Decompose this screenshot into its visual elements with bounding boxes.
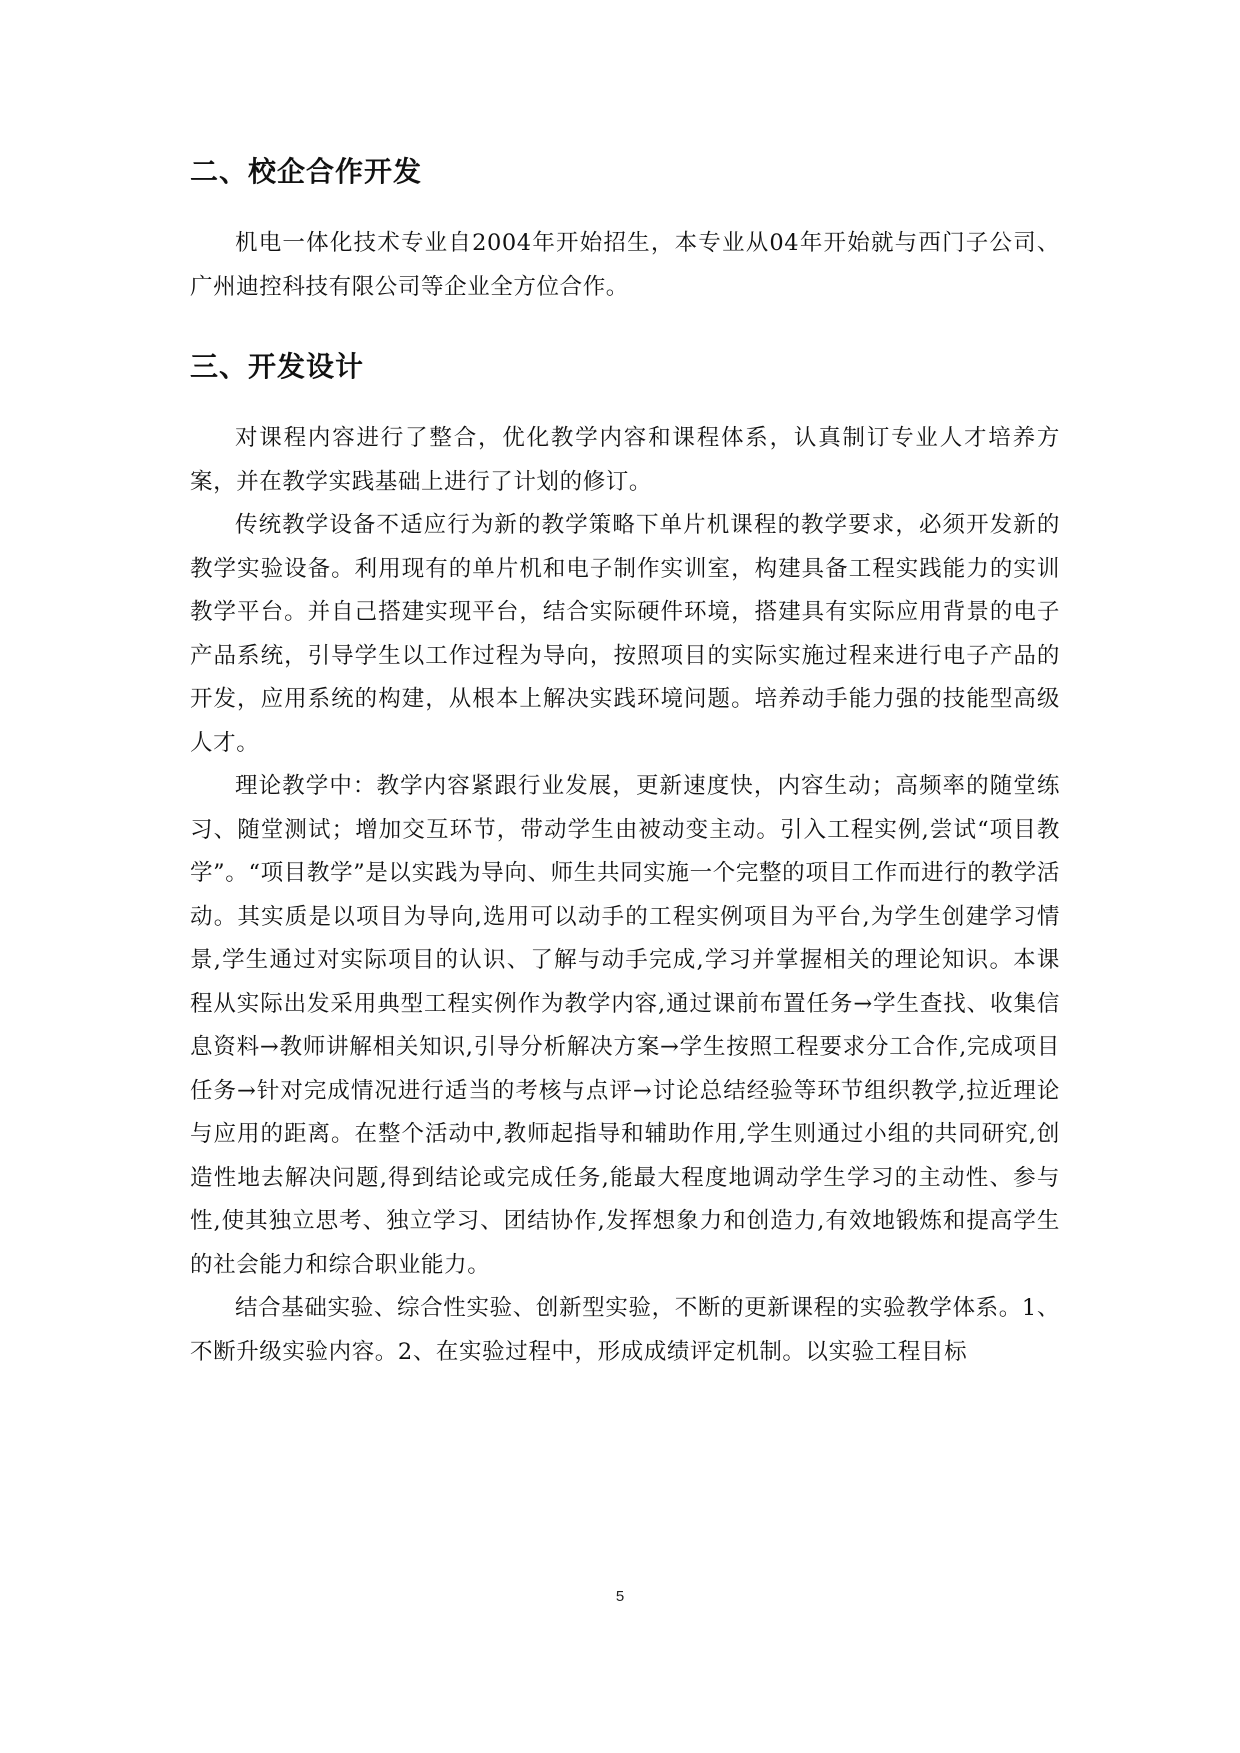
page-content bbox=[190, 150, 1060, 1374]
section-heading-design: 三、开发设计 bbox=[190, 350, 365, 383]
page-number: 5 bbox=[615, 1588, 625, 1605]
paragraph-design-2: 传统教学设备不适应行为新的教学策略下单片机课程的教学要求，必须开发新的教学实验设备。利用现有的单片机和电子制作实训室，构建具备工程实践能力的实训教学平台。并自己搭建实现平台，结合实际硬件环境，搭建具有实际应用背景的电子产品系统，引导学生以工作过程为导向，按照项目的实际实施过程来进行电子产品的开发，应用系统的构建，从根本上解决实践环境问题。培养动手能力强的技能型高级人才。 bbox=[190, 512, 1060, 756]
paragraph-design-3: 理论教学中：教学内容紧跟行业发展，更新速度快，内容生动；高频率的随堂练习、随堂测试；增加交互环节，带动学生由被动变主动。引入工程实例,尝试“项目教学”。“项目教学”是以实践为导向、师生共同实施一个完整的项目工作而进行的教学活动。其实质是以项目为导向,选用可以动手的工程实例项目为平台,为学生创建学习情景,学生通过对实际项目的认识、了解与动手完成,学习并掌握相关的理论知识。本课程从实际出发采用典型工程实例作为教学内容,通过课前布置任务→学生查找、收集信息资料→教师讲解相关知识,引导分析解决方案→学生按照工程要求分工合作,完成项目任务→针对完成情况进行适当的考核与点评→讨论总结经验等环节组织教学,拉近理论与应用的距离。在整个活动中,教师起指导和辅助作用,学生则通过小组的共同研究,创造性地去解决问题,得到结论或完成任务,能最大程度地调动学生学习的主动性、参与性,使其独立思考、独立学习、团结协作,发挥想象力和创造力,有效地锻炼和提高学生的社会能力和综合职业能力。 bbox=[190, 773, 1060, 1278]
paragraph-design-1: 对课程内容进行了整合，优化教学内容和课程体系，认真制订专业人才培养方案，并在教学实践基础上进行了计划的修订。 bbox=[190, 425, 1060, 495]
paragraph-design-4: 结合基础实验、综合性实验、创新型实验，不断的更新课程的实验教学体系。1、不断升级实验内容。2、在实验过程中，形成成绩评定机制。以实验工程目标 bbox=[190, 1295, 1060, 1365]
paragraph-cooperation: 机电一体化技术专业自2004年开始招生，本专业从04年开始就与西门子公司、广州迪控科技有限公司等企业全方位合作。 bbox=[190, 230, 1060, 300]
section-heading-cooperation: 二、校企合作开发 bbox=[190, 155, 423, 188]
